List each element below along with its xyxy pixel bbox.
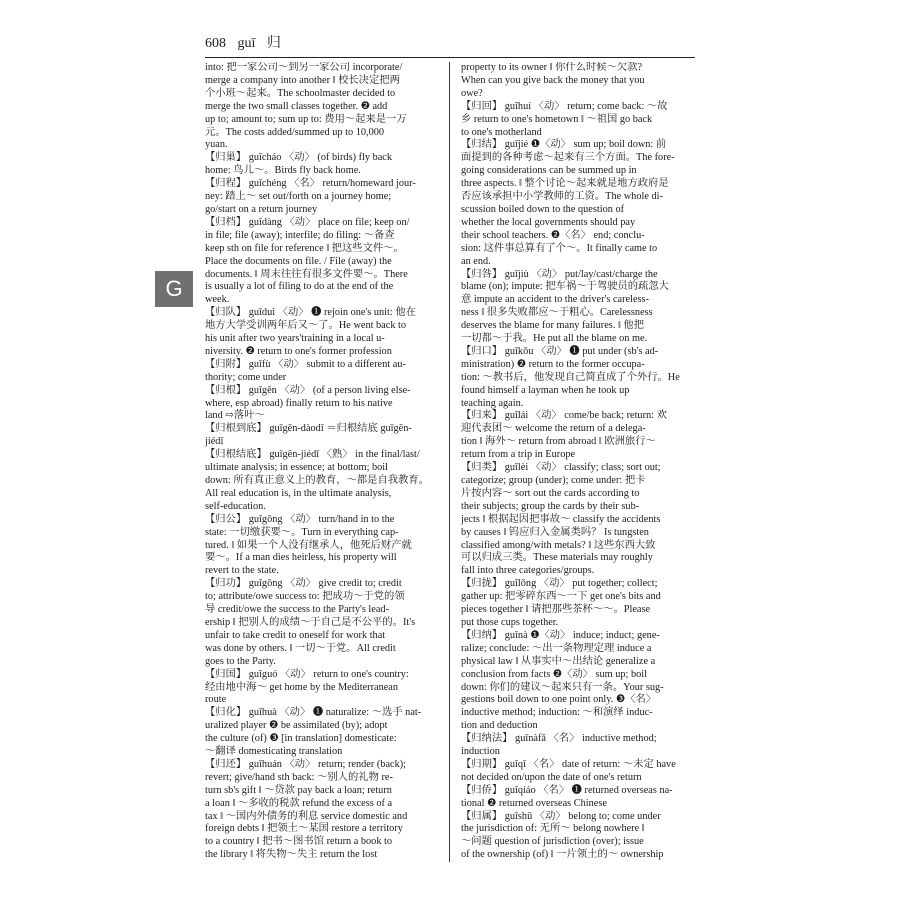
text-line: yuan. xyxy=(205,139,228,151)
text-line: not decided on/upon the date of one's return xyxy=(461,771,642,783)
text-line: tional ❷ returned overseas Chinese xyxy=(461,797,607,809)
text-line: 【归结】 guījié ❶〈动〉 sum up; boil down: 前 xyxy=(461,139,667,151)
text-line: to one's motherland xyxy=(461,126,542,138)
text-line: merge the two small classes together. ❷ add xyxy=(205,100,388,112)
text-line: ralize; conclude: ～出一条物理定理 induce a xyxy=(461,642,652,654)
text-line: a loan ‖ ～多收的税款 refund the excess of a xyxy=(205,797,393,809)
text-line: induction xyxy=(461,746,500,758)
text-line: revert to the state. xyxy=(205,565,279,577)
text-line: where, esp abroad) finally return to his native xyxy=(205,397,393,409)
text-line: 【归纳法】 guīnàfǎ 〈名〉 inductive method; xyxy=(461,733,657,745)
text-line: state: 一切缴获要～。Turn in everything cap- xyxy=(205,526,399,538)
header-rule xyxy=(205,57,695,58)
text-line: go/start on a return journey xyxy=(205,203,318,215)
text-line: 【归来】 guīlái 〈动〉 come/be back; return: 欢 xyxy=(461,410,667,422)
text-line: route xyxy=(205,694,227,706)
text-line: keep sth on file for reference ‖ 把这些文件～。 xyxy=(205,242,404,254)
text-line: 【归国】 guīguó 〈动〉 return to one's country: xyxy=(205,668,409,680)
text-line: their subjects; group the cards by their sub- xyxy=(461,500,640,512)
text-line: of the ownership (of) ‖ 一片领土的～ ownership xyxy=(461,849,664,861)
text-line: inductive method; induction: ～和演绎 induc- xyxy=(461,707,653,719)
text-line: 片按内容～ sort out the cards according to xyxy=(461,487,640,499)
text-line: 可以归成三类。These materials may roughly xyxy=(461,552,653,564)
text-line: 【归档】 guīdàng 〈动〉 place on file; keep on/ xyxy=(205,216,410,228)
text-line: tion ‖ 海外～ return from abroad ‖ 欧洲旅行～ xyxy=(461,436,656,448)
text-line: 【归期】 guīqī 〈名〉 date of return: ～未定 have xyxy=(461,758,676,770)
text-line: classified among/with metals? ‖ 这些东西大致 xyxy=(461,539,656,551)
text-line: into: 把一家公司～到另一家公司 incorporate/ xyxy=(205,62,403,73)
text-line: up to; amount to; sum up to: 费用～起来是一万 xyxy=(205,113,407,125)
text-line: turn sb's gift ‖ ～贷款 pay back a loan; return xyxy=(205,784,392,796)
text-line: self-education. xyxy=(205,500,266,512)
text-line: 【归侨】 guīqiáo 〈名〉 ❶ returned overseas na- xyxy=(461,784,673,796)
text-line: conclusion from facts ❷〈动〉 sum up; boil xyxy=(461,668,647,680)
text-line: blame (on); impute: 把车祸～于驾驶员的疏忽大 xyxy=(461,281,669,293)
running-header xyxy=(205,34,695,54)
text-line: in file; file (away); interfile; do filing: ～备查 xyxy=(205,229,395,241)
column-divider xyxy=(449,62,450,862)
text-line: jiédǐ xyxy=(205,436,224,448)
text-line: ness ‖ 很多失败都应～于粗心。Carelessness xyxy=(461,307,653,319)
text-line: ultimate analysis; in essence; at bottom; boil xyxy=(205,462,389,474)
text-line: physical law ‖ 从事实中～出结论 generalize a xyxy=(461,655,656,667)
text-line: 一切都～于我。He put all the blame on me. xyxy=(461,333,648,345)
text-line: 【归队】 guīduì 〈动〉 ❶ rejoin one's unit: 他在 xyxy=(205,307,416,319)
text-line: Place the documents on file. / File (away) the xyxy=(205,255,392,267)
text-line: 地方大学受训两年后又～了。He went back to xyxy=(205,320,407,332)
text-line: 【归拢】 guīlǒng 〈动〉 put together; collect; xyxy=(461,578,658,590)
text-line: 【归功】 guīgōng 〈动〉 give credit to; credit xyxy=(205,578,402,590)
text-line: ～问题 question of jurisdiction (over); issue xyxy=(461,836,644,848)
text-line: fall into three categories/groups. xyxy=(461,565,595,577)
header-pinyin: guī xyxy=(237,36,256,51)
text-line: niversity. ❷ return to one's former profession xyxy=(205,345,392,357)
left-column xyxy=(205,62,437,872)
text-line: 经由地中海～ get home by the Mediterranean xyxy=(205,681,399,693)
text-line: teaching again. xyxy=(461,397,524,409)
text-line: the library ‖ 将失物～失主 return the lost xyxy=(205,849,378,861)
text-line: 【归化】 guīhuà 〈动〉 ❶ naturalize: ～选手 nat- xyxy=(205,707,422,719)
text-line: three aspects. ‖ 整个讨论～起来就是地方政府是 xyxy=(461,178,669,190)
text-line: 【归回】 guīhuí 〈动〉 return; come back: ～故 xyxy=(461,100,668,112)
text-line: his unit after two years'training in a local u- xyxy=(205,333,385,345)
text-line: owe? xyxy=(461,87,483,99)
text-line: 【归附】 guīfù 〈动〉 submit to a different au- xyxy=(205,358,406,370)
right-column xyxy=(461,62,693,872)
text-line: whether the local governments should pay xyxy=(461,216,636,228)
page-number: 608 xyxy=(205,36,226,51)
text-line: tax ‖ ～国内外债务的利息 service domestic and xyxy=(205,810,408,822)
text-line: to a country ‖ 把书～图书馆 return a book to xyxy=(205,836,393,848)
text-line: going considerations can be summed up in xyxy=(461,165,637,177)
text-line: ership ‖ 把别人的成绩～于自己是不公平的。It's xyxy=(205,616,416,628)
text-line: 导 credit/owe the success to the Party's lead- xyxy=(205,604,389,616)
text-line: deserves the blame for many failures. ‖ 他把 xyxy=(461,320,645,332)
text-line: 【归属】 guīshǔ 〈动〉 belong to; come under xyxy=(461,810,661,822)
text-line: by causes ‖ 钨应归入金属类吗？ Is tungsten xyxy=(461,526,649,538)
text-line: 乡 return to one's hometown ‖ ～祖国 go back xyxy=(461,113,653,125)
text-line: 【归口】 guīkǒu 〈动〉 ❶ put under (sb's ad- xyxy=(461,345,659,357)
text-line: 【归类】 guīlèi 〈动〉 classify; class; sort out; xyxy=(461,462,661,474)
text-line: tion: ～教书后，他发现自己简直成了个外行。He xyxy=(461,371,680,383)
text-line: scussion boiled down to the question of xyxy=(461,203,625,215)
text-line: goes to the Party. xyxy=(205,655,276,667)
text-line: categorize; group (under); come under: 把卡 xyxy=(461,475,646,486)
text-line: 【归咎】 guījiù 〈动〉 put/lay/cast/charge the xyxy=(461,268,658,280)
text-line: unfair to take credit to oneself for work that xyxy=(205,629,386,641)
text-line: down: 你们的建议～起来只有一条。Your sug- xyxy=(461,681,664,693)
header-character: 归 xyxy=(266,36,281,51)
text-line: ney: 踏上～ set out/forth on a journey home; xyxy=(205,191,392,203)
text-line: jects ‖ 根据起因把事故～ classify the accidents xyxy=(461,513,661,525)
text-line: tured. ‖ 如果一个人没有继承人，他死后财产就 xyxy=(205,539,412,551)
text-line: week. xyxy=(205,294,230,306)
text-line: 意 impute an accident to the driver's careless- xyxy=(461,294,649,306)
text-line: put those cups together. xyxy=(461,616,559,628)
text-line: to; attribute/owe success to: 把成功～于党的领 xyxy=(205,591,405,603)
text-line: down: 所有真正意义上的教育，～都是自我教育。 xyxy=(205,475,429,486)
text-line: found himself a layman when he took up xyxy=(461,384,630,396)
text-line: property to its owner ‖ 你什么时候～欠款? xyxy=(461,62,643,73)
text-line: the jurisdiction of: 无所～ belong nowhere ‖ xyxy=(461,823,645,835)
text-line: uralized player ❷ be assimilated (by); adopt xyxy=(205,720,388,732)
text-line: 面提到的各种考虑～起来有三个方面。The fore- xyxy=(461,152,675,164)
text-line: merge a company into another ‖ 校长决定把两 xyxy=(205,74,400,86)
text-line: 迎代表团～ welcome the return of a delega- xyxy=(461,423,646,435)
thumb-index-tab: G xyxy=(155,271,193,307)
text-line: gestions boil down to one point only. ❸〈名〉 xyxy=(461,694,657,706)
text-line: gather up: 把零碎东西～一下 get one's bits and xyxy=(461,591,661,603)
text-line: an end. xyxy=(461,255,491,267)
text-line: When can you give back the money that you xyxy=(461,74,645,86)
text-line: pieces together ‖ 请把那些茶杯～～。Please xyxy=(461,604,651,616)
text-line: ～翻译 domesticating translation xyxy=(205,746,343,758)
text-line: 【归纳】 guīnà ❶〈动〉 induce; induct; gene- xyxy=(461,629,660,641)
text-line: tion and deduction xyxy=(461,720,538,732)
text-line: 【归根】 guīgēn 〈动〉 (of a person living else- xyxy=(205,384,411,396)
text-line: revert; give/hand sth back: ～别人的礼物 re- xyxy=(205,771,393,783)
text-line: documents. ‖ 周末往往有很多文件要～。There xyxy=(205,268,408,280)
text-line: 要～。If a man dies heirless, his property will xyxy=(205,552,397,564)
text-line: thority; come under xyxy=(205,371,287,383)
text-line: return from a trip in Europe xyxy=(461,449,576,461)
text-line: the culture (of) ❸ [in translation] domesticate: xyxy=(205,733,397,745)
text-line: 元。The costs added/summed up to 10,000 xyxy=(205,126,385,138)
text-line: 否应该承担中小学教师的工资。The whole di- xyxy=(461,191,663,203)
text-line: is usually a lot of filing to do at the end of the xyxy=(205,281,394,293)
text-line: 【归程】 guīchéng 〈名〉 return/homeward jour- xyxy=(205,178,416,190)
text-line: foreign debts ‖ 把领土～某国 restore a territory xyxy=(205,823,403,835)
text-line: their school teachers. ❷〈名〉 end; conclu- xyxy=(461,229,645,241)
text-line: 【归还】 guīhuán 〈动〉 return; render (back); xyxy=(205,758,407,770)
text-line: 【归根到底】 guīgēn-dàodǐ ＝归根结底 guīgēn- xyxy=(205,423,412,435)
text-line: All real education is, in the ultimate analysis, xyxy=(205,487,392,499)
text-line: 个小班～起来。The schoolmaster decided to xyxy=(205,87,396,99)
text-line: 【归根结底】 guīgēn-jiédǐ 〈熟〉 in the final/last/ xyxy=(205,449,420,461)
text-line: 【归巢】 guīcháo 〈动〉 (of birds) fly back xyxy=(205,152,393,164)
text-line: 【归公】 guīgōng 〈动〉 turn/hand in to the xyxy=(205,513,395,525)
text-line: home: 鸟儿～。Birds fly back home. xyxy=(205,165,361,177)
text-line: sion: 这件事总算有了个～。It finally came to xyxy=(461,242,658,254)
text-line: was done by others. ‖ 一切～于党。All credit xyxy=(205,642,396,654)
text-line: ministration) ❷ return to the former occupa- xyxy=(461,358,645,370)
text-line: land ⇨落叶～ xyxy=(205,410,265,422)
